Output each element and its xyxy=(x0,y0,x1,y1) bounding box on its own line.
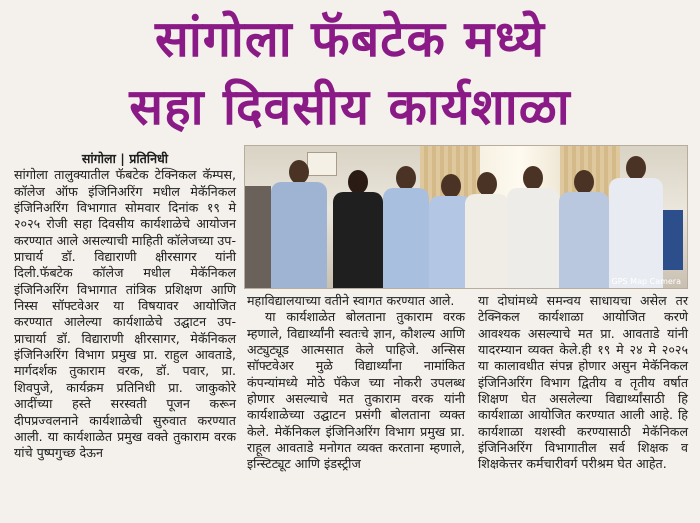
photo-watermark: GPS Map Camera xyxy=(611,277,681,286)
column-3-paragraph: या दोघांमध्ये समन्वय साधायचा असेल तर टेक्निकल कार्यशाळा आयोजित करणे आवश्यक असल्याचे मत प्रा. आवताडे यांनी यादरम्यान व्यक्त केले.ही १९ मे २४ मे २०२५ या कालावधीत संपन्न होणार असुन मेकॅनिकल इंजिनिअरिंग विभाग द्वितीय व तृतीय वर्षात शिक्षण घेत असलेल्या विद्यार्थ्यांसाठी हि कार्यशाळा आयोजित करण्यात आली आहे. हि कार्यशाळा यशस्वी करण्यासाठी मेकॅनिकल इंजिनिअरिंग विभागातील सर्व शिक्षक व शिक्षकेत्तर कर्मचारीवर्ग परीश्रम घेत आहेत. xyxy=(478,293,688,472)
person-5 xyxy=(465,172,509,288)
article-column-1 xyxy=(14,151,236,462)
person-3 xyxy=(383,166,429,288)
dateline: सांगोला | प्रतिनिधी xyxy=(81,151,169,166)
person-1 xyxy=(271,160,327,288)
column-2-paragraph-2: या कार्यशाळेत बोलताना तुकाराम वरक म्हणाले, विद्यार्थ्यांनी स्वतःचे ज्ञान, कौशल्य आणि अट्युट्यूड आत्मसात केले पाहिजे. अन्सिस सॉफ्टवेअर मुळे विद्यार्थ्यांना नामांकित कंपन्यांमध्ये मोठे पॅकेज च्या नोकरी उपलब्ध होणार असल्याचे मत तुकाराम वरक यांनी कार्यशाळेच्या उद्घाटन प्रसंगी बोलताना व्यक्त केले. मेकॅनिकल इंजिनिअरिंग विभाग प्रमुख प्रा. राहूल आवताडे मनोगत व्यक्त करताना म्हणाले, इन्स्टिट्यूट आणि इंडस्ट्रीज xyxy=(247,309,465,472)
person-7 xyxy=(559,170,609,288)
column-1-paragraph: सांगोला तालुक्यातील फॅबटेक टेक्निकल कॅम्पस, कॉलेज ऑफ इंजिनिअरिंग मधील मेकॅनिकल इंजिनिअरिंग विभागात सोमवार दिनांक १९ मे २०२५ रोजी सहा दिवसीय कार्यशाळेचे आयोजन करण्यात आले असल्याची माहिती कॉलेजच्या उप-प्राचार्य डॉ. विद्याराणी क्षीरसागर यांनी दिली.फॅबटेक कॉलेज मधील मेकॅनिकल इंजिनिअरिंग विभागात तांत्रिक प्रशिक्षण आणि निस्स सॉफ्टवेअर या विषयावर आयोजित करण्यात आलेल्या कार्यशाळेचे उद्घाटन उप-प्राचार्या डॉ. विद्याराणी क्षीरसागर, मेकॅनिकल इंजिनिअरिंग विभाग प्रमुख प्रा. राहुल आवताडे, मार्गदर्शक तुकाराम वरक, डॉ. पवार, प्रा. शिवपुजे, कार्यक्रम प्रतिनिधी प्रा. जाकुकोरे आदींच्या हस्ते सरस्वती पूजन करून दीपप्रज्वलनाने कार्यशाळेची सुरुवात करण्यात आली. या कार्यशाळेत प्रमुख वक्ते तुकाराम वरक यांचे पुष्पगुच्छ देऊन xyxy=(14,167,236,461)
person-2 xyxy=(333,170,383,288)
headline-line-2: सहा दिवसीय कार्यशाळा xyxy=(129,78,571,136)
person-6 xyxy=(507,166,559,288)
photo-door xyxy=(245,186,271,288)
article-column-3 xyxy=(478,293,688,473)
article-column-2 xyxy=(247,293,465,473)
person-8 xyxy=(609,156,663,288)
event-photo xyxy=(244,145,688,289)
headline-line-1: सांगोला फॅबटेक मध्ये xyxy=(155,10,545,68)
column-2-paragraph-1: महाविद्यालयाच्या वतीने स्वागत करण्यात आले. xyxy=(247,293,455,308)
